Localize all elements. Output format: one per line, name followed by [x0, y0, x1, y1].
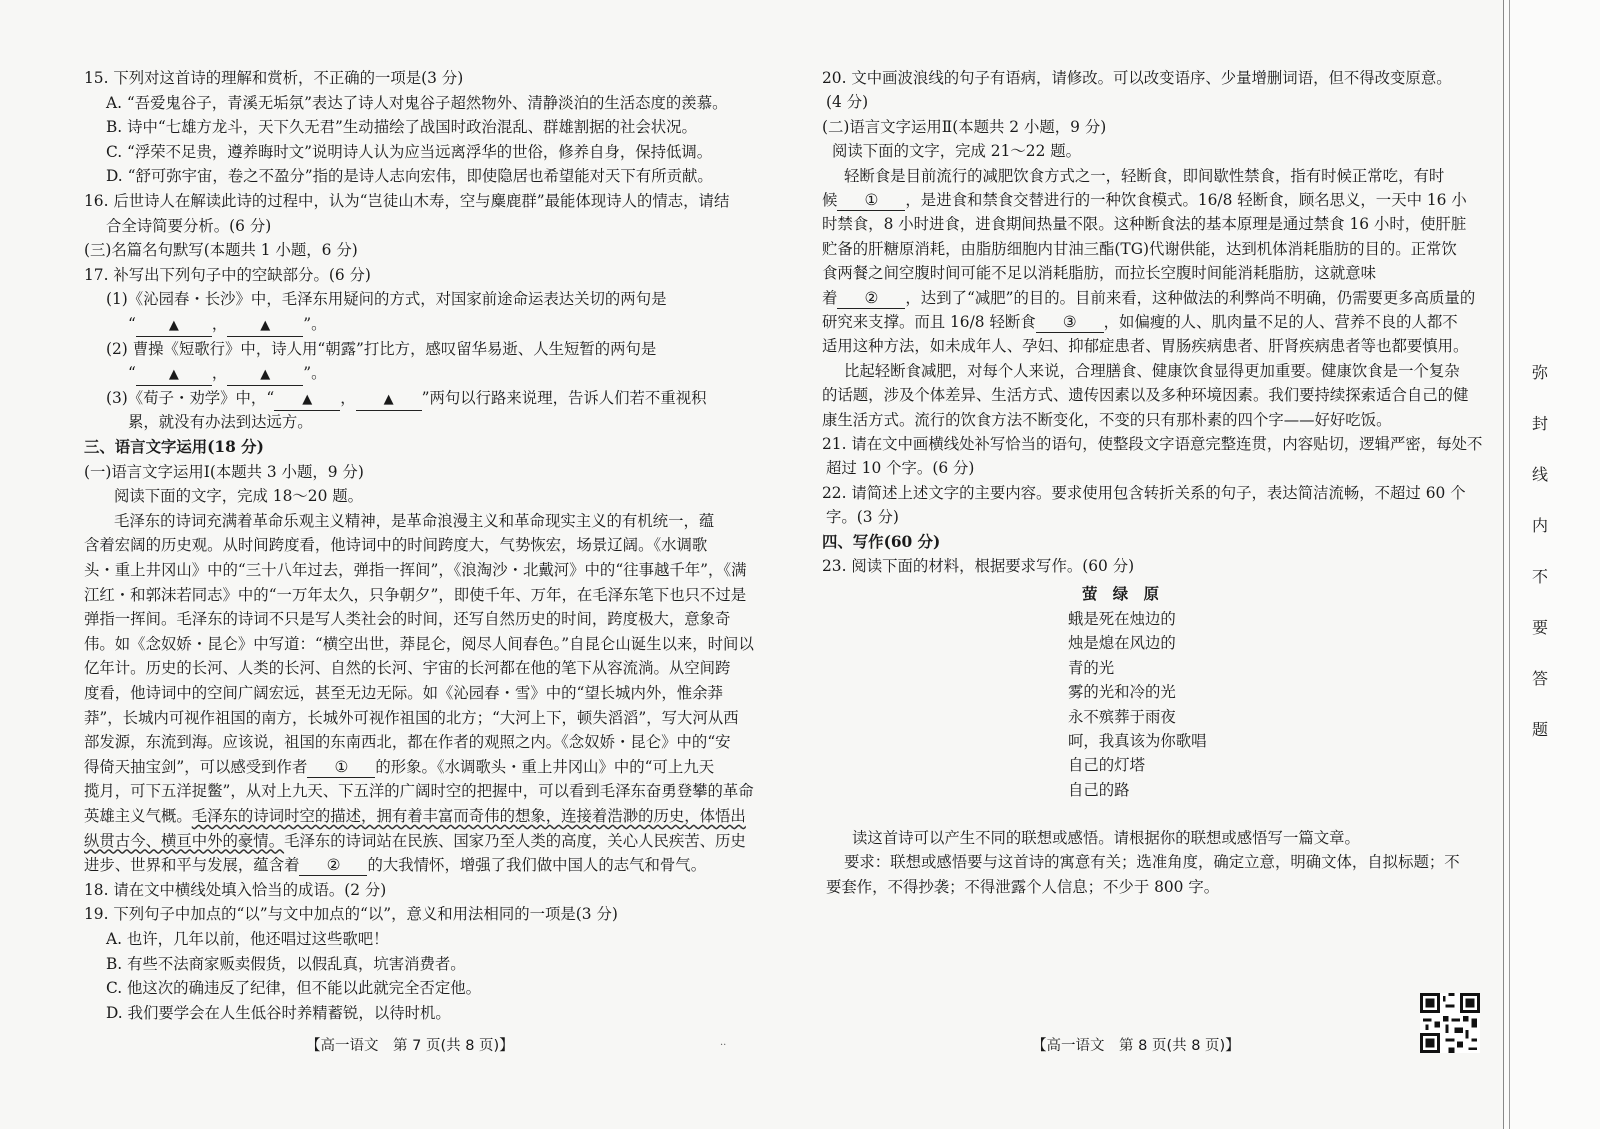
- poem-line: 蛾是死在烛边的: [1068, 610, 1176, 628]
- left-line: [106, 386, 707, 410]
- answer-blank: ▲: [227, 316, 303, 337]
- left-line: [84, 804, 746, 828]
- seal-char: 不: [1531, 567, 1548, 586]
- answer-blank: ②: [299, 855, 367, 876]
- left-line: 合全诗简要分析。(6 分): [106, 216, 272, 235]
- wavy-underlined-sentence: 毛泽东的诗词时空的描述，拥有着丰富而奇伟的想象，连接着浩渺的历史，体悟出: [191, 807, 746, 825]
- text-span: 研究来支撑。而且 16/8 轻断食: [822, 313, 1036, 331]
- poem-line: 自己的路: [1068, 780, 1130, 799]
- left-line: 三、语言文字运用(18 分): [84, 438, 264, 456]
- left-line: 莽”，长城内可视作祖国的南方，长城外可视作祖国的北方；“大河上下，顿失滔滔”，写大河从西: [84, 708, 739, 727]
- right-line: [822, 310, 1458, 334]
- left-line: D. 我们要学会在人生低谷时养精蓄锐，以待时机。: [106, 1003, 451, 1022]
- left-line: D. “舒可弥宇宙，卷之不盈分”指的是诗人志向宏伟，即使隐居也希望能对天下有所贡献。: [106, 167, 713, 186]
- left-line: 16. 后世诗人在解读此诗的过程中，认为“岂徒山木寿，空与麋鹿群”最能体现诗人的情志，请结: [84, 192, 730, 210]
- left-line: C. 他这次的确违反了纪律，但不能以此就完全否定他。: [106, 979, 481, 998]
- text-span: 英雄主义气概。: [84, 807, 192, 825]
- left-line: (1)《沁园春・长沙》中，毛泽东用疑问的方式，对国家前途命运表达关切的两句是: [106, 290, 667, 309]
- poem-line: 青的光: [1068, 658, 1115, 677]
- seal-char: 要: [1531, 618, 1548, 637]
- right-line: 字。(3 分): [826, 508, 899, 527]
- right-line: 四、写作(60 分): [822, 532, 941, 551]
- right-line: 比起轻断食减肥，对每个人来说，合理膳食、健康饮食显得更加重要。健康饮食是一个复杂: [844, 361, 1460, 380]
- text-span: ，: [340, 388, 356, 407]
- seal-band: [1503, 0, 1600, 1129]
- seal-char: 弥: [1531, 363, 1548, 382]
- left-line: 18. 请在文中横线处填入恰当的成语。(2 分): [84, 880, 387, 899]
- text-span: 进步、世界和平与发展，蕴含着: [84, 856, 300, 875]
- answer-blank: ②: [837, 288, 905, 309]
- text-span: ”两句以行路来说理，告诉人们若不重视积: [421, 388, 707, 407]
- right-line: 适用这种方法，如未成年人、孕妇、抑郁症患者、胃肠疾病患者、肝肾疾病患者等也都要慎用。: [822, 337, 1469, 356]
- text-span: ，: [211, 315, 228, 333]
- left-line: A. 也许，几年以前，他还唱过这些歌吧！: [106, 930, 389, 948]
- left-line: [84, 853, 706, 877]
- text-span: 的形象。《水调歌头・重上井冈山》中的“可上九天: [375, 757, 715, 776]
- left-line: 伟。如《念奴娇・昆仑》中写道：“横空出世，莽昆仑，阅尽人间春色。”自昆仑山诞生以来，时间以: [84, 634, 754, 653]
- wavy-underlined-sentence: 纵贯古今、横亘中外的豪情。: [84, 831, 285, 850]
- poem-line: 呵，我真该为你歌唱: [1068, 732, 1207, 750]
- left-line: 毛泽东的诗词充满着革命乐观主义精神，是革命浪漫主义和革命现实主义的有机统一，蕴: [114, 511, 715, 530]
- poem-line: 自己的灯塔: [1068, 756, 1145, 775]
- text-span: “: [128, 364, 136, 383]
- writing-requirement-line: 要套作，不得抄袭；不得泄露个人信息；不少于 800 字。: [826, 877, 1220, 896]
- right-line: 康生活方式。流行的饮食方法不断变化，不变的只有那朴素的四个字——好好吃饭。: [822, 410, 1392, 429]
- right-line: 轻断食是目前流行的减肥饮食方式之一，轻断食，即间歇性禁食，指有时候正常吃，有时: [844, 166, 1445, 185]
- text-span: 毛泽东的诗词站在民族、国家乃至人类的高度，关心人民疾苦、历史: [284, 831, 746, 850]
- right-line: 超过 10 个字。(6 分): [826, 459, 975, 478]
- left-line: 弹指一挥间。毛泽东的诗词不只是写人类社会的时间，还写自然历史的时间，跨度极大，意象奇: [84, 610, 731, 629]
- poem-line: 烛是熄在风边的: [1068, 634, 1176, 653]
- left-line: [128, 361, 327, 385]
- answer-blank: ▲: [136, 365, 212, 386]
- right-line: 贮备的肝糖原消耗，由脂肪细胞内甘油三酯(TG)代谢供能，达到机体消耗脂肪的目的。正常饮: [822, 239, 1457, 258]
- left-line: 头・重上井冈山》中的“三十八年过去，弹指一挥间”，《浪淘沙・北戴河》中的“往事越千年”，《满: [84, 561, 747, 579]
- text-span: ”。: [303, 315, 327, 333]
- left-line: C. “浮荣不足贵，遵养晦时文”说明诗人认为应当远离浮华的世俗，修养自身，保持低调。: [106, 142, 713, 161]
- qr-code: [1420, 993, 1480, 1053]
- right-line: 20. 文中画波浪线的句子有语病，请修改。可以改变语序、少量增删词语，但不得改变原意。: [822, 69, 1452, 87]
- text-span: ，: [211, 364, 228, 383]
- left-line: 累，就没有办法到达远方。: [128, 413, 313, 432]
- left-line: [84, 755, 714, 779]
- left-line: 阅读下面的文字，完成 18～20 题。: [114, 487, 364, 506]
- left-line: B. 诗中“七雄方龙斗，天下久无君”生动描绘了战国时政治混乱、群雄割据的社会状况。: [106, 118, 697, 137]
- answer-blank: ▲: [136, 316, 212, 337]
- right-line: (二)语言文字运用Ⅱ(本题共 2 小题，9 分): [822, 117, 1107, 136]
- right-line: 时禁食，8 小时进食，进食期间热量不限。这种断食法的基本原理是通过禁食 16 小时，使肝脏: [822, 215, 1467, 234]
- text-span: “: [128, 315, 136, 333]
- right-line: (4 分): [826, 93, 869, 112]
- writing-requirement-line: 要求：联想或感悟要与这首诗的寓意有关；选准角度，确定立意，明确文体，自拟标题；不: [844, 853, 1460, 872]
- left-line: 19. 下列句子中加点的“以”与文中加点的“以”，意义和用法相同的一项是(3 分): [84, 905, 618, 924]
- poem-line: 永不殡葬于雨夜: [1068, 707, 1176, 726]
- left-line: 15. 下列对这首诗的理解和赏析，不正确的一项是(3 分): [84, 69, 464, 87]
- left-line: [128, 312, 327, 336]
- text-span: 得倚天抽宝剑”，可以感受到作者: [84, 757, 308, 776]
- text-span: (3)《荀子・劝学》中，“: [106, 388, 275, 407]
- text-span: ”。: [303, 364, 327, 383]
- left-line: 部发源，东流到海。应该说，祖国的东南西北，都在作者的观照之内。《念奴娇・昆仑》中的“安: [84, 733, 731, 752]
- answer-blank: ▲: [274, 390, 340, 411]
- left-line: [84, 829, 746, 853]
- poem-title: 萤 绿 原: [1082, 585, 1159, 603]
- answer-blank: ①: [307, 757, 375, 778]
- seal-char: 答: [1531, 669, 1548, 688]
- left-line: A. “吾爱鬼谷子，青溪无垢氛”表达了诗人对鬼谷子超然物外、清静淡泊的生活态度的羡慕。: [106, 93, 728, 112]
- left-line: 江红・和郭沫若同志》中的“一万年太久，只争朝夕”，即使千年、万年，在毛泽东笔下也只不过是: [84, 585, 747, 604]
- left-line: 含着宏阔的历史观。从时间跨度看，他诗词中的时间跨度大，气势恢宏，场景辽阔。《水调歌: [84, 536, 708, 555]
- left-line: 度看，他诗词中的空间广阔宏远，甚至无边无际。如《沁园春・雪》中的“望长城内外，惟余莽: [84, 684, 723, 702]
- left-line: (一)语言文字运用Ⅰ(本题共 3 小题，9 分): [84, 462, 364, 481]
- text-span: 候: [822, 191, 838, 209]
- right-line: 食两餐之间空腹时间可能不足以消耗脂肪，而拉长空腹时间能消耗脂肪，这就意味: [822, 264, 1377, 283]
- left-line: (2) 曹操《短歌行》中，诗人用“朝露”打比方，感叹留华易逝、人生短暂的两句是: [106, 339, 657, 358]
- poem-line: 雾的光和冷的光: [1068, 683, 1176, 702]
- text-span: ，如偏瘦的人、肌肉量不足的人、营养不良的人都不: [1103, 313, 1458, 331]
- left-footer: 【高一语文 第 7 页(共 8 页)】: [306, 1038, 514, 1054]
- left-line: 揽月，可下五洋捉鳖”，从对上九天、下五洋的广阔时空的把握中，可以看到毛泽东奋勇登攀的革命: [84, 782, 754, 801]
- left-line: 17. 补写出下列句子中的空缺部分。(6 分): [84, 265, 371, 284]
- text-span: ，是进食和禁食交替进行的一种饮食模式。16/8 轻断食，顾名思义，一天中 16 小: [905, 191, 1467, 209]
- writing-requirement-line: 读这首诗可以产生不同的联想或感悟。请根据你的联想或感悟写一篇文章。: [852, 829, 1360, 847]
- seal-char: 内: [1531, 516, 1548, 535]
- answer-blank: ①: [837, 190, 905, 211]
- left-line: B. 有些不法商家贩卖假货，以假乱真，坑害消费者。: [106, 954, 466, 973]
- right-line: 阅读下面的文字，完成 21～22 题。: [832, 142, 1082, 161]
- right-footer: 【高一语文 第 8 页(共 8 页)】: [1032, 1038, 1240, 1054]
- right-line: 的话题，涉及个体差异、生活方式、遗传因素以及多种环境因素。我们要持续探索适合自己的健: [822, 386, 1469, 405]
- seal-char: 线: [1531, 465, 1548, 484]
- right-line: 21. 请在文中画横线处补写恰当的语句，使整段文字语意完整连贯，内容贴切，逻辑严密，每处不: [822, 435, 1483, 453]
- answer-blank: ▲: [356, 390, 422, 411]
- answer-blank: ③: [1036, 312, 1104, 333]
- answer-blank: ▲: [227, 365, 303, 386]
- text-span: ，达到了“减肥”的目的。目前来看，这种做法的利弊尚不明确，仍需要更多高质量的: [905, 288, 1476, 307]
- text-span: 着: [822, 288, 838, 307]
- left-footer-dots: ··: [720, 1040, 727, 1051]
- left-line: (三)名篇名句默写(本题共 1 小题，6 分): [84, 241, 358, 260]
- text-span: 的大我情怀，增强了我们做中国人的志气和骨气。: [367, 856, 707, 875]
- seal-char: 封: [1531, 414, 1548, 433]
- right-line: [822, 188, 1467, 212]
- seal-char: 题: [1531, 720, 1548, 739]
- right-line: 23. 阅读下面的材料，根据要求写作。(60 分): [822, 557, 1135, 575]
- right-line: 22. 请简述上述文字的主要内容。要求使用包含转折关系的句子，表达简洁流畅，不超过 60 个: [822, 483, 1466, 502]
- left-line: 亿年计。历史的长河、人类的长河、自然的长河、宇宙的长河都在他的笔下从容流淌。从空间跨: [84, 659, 731, 678]
- right-line: [822, 286, 1475, 310]
